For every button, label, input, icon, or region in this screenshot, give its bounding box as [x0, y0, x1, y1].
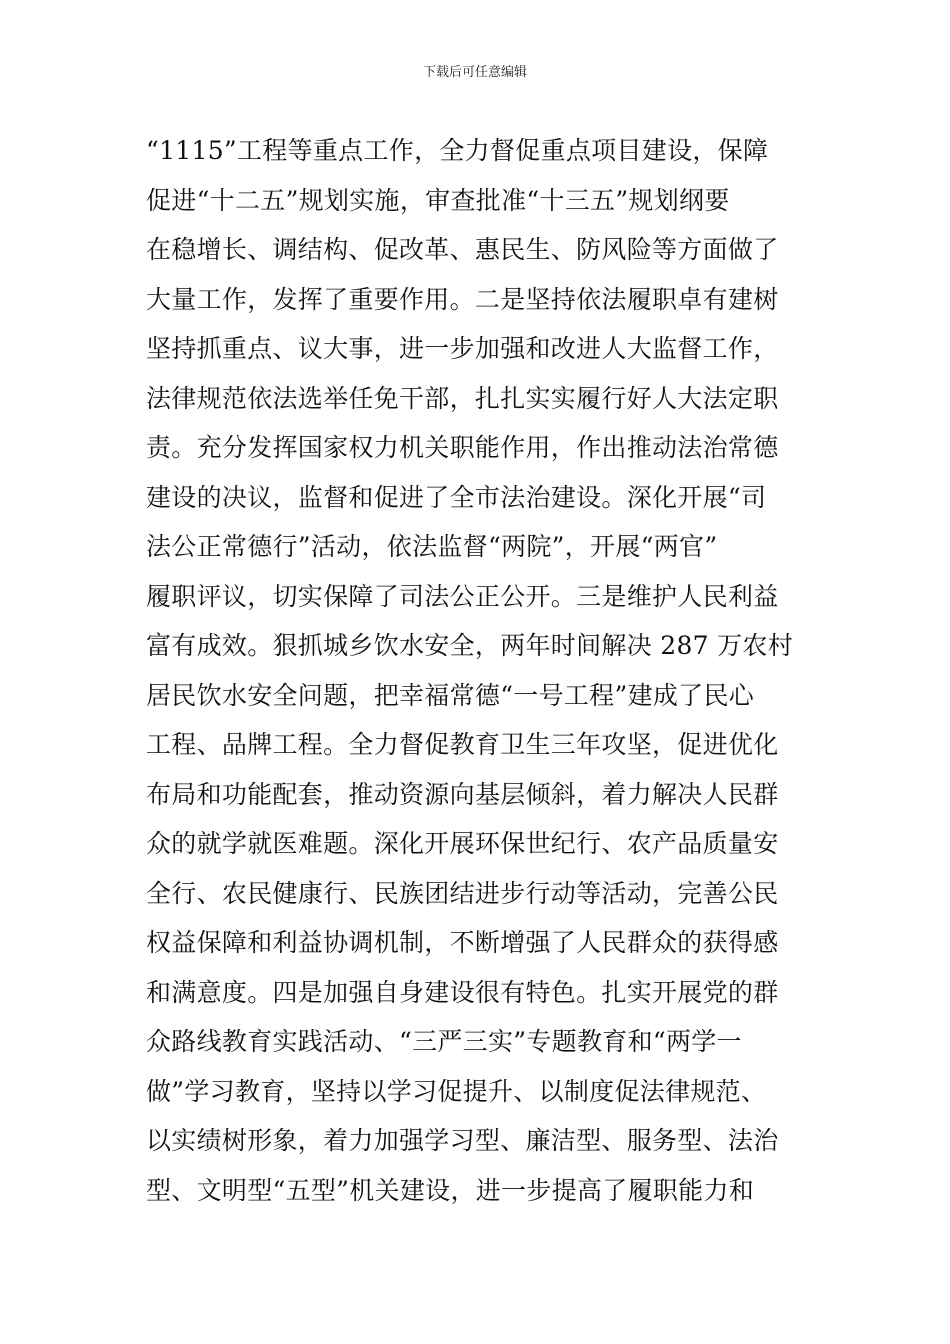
- text-line: “1115”工程等重点工作，全力督促重点项目建设，保障: [146, 136, 769, 165]
- page-header-note: 下载后可任意编辑: [422, 65, 527, 80]
- text-line: 众路线教育实践活动、“三严三实”专题教育和“两学一: [146, 1027, 742, 1056]
- text-line: 布局和功能配套，推动资源向基层倾斜，着力解决人民群: [146, 779, 779, 809]
- text-line: 居民饮水安全问题，把幸福常德“一号工程”建成了民心: [146, 680, 755, 710]
- text-line: 法公正常德行”活动，依法监督“两院”，开展“两官”: [146, 532, 718, 561]
- text-line: 众的就学就医难题。深化开展环保世纪行、农产品质量安: [146, 829, 779, 858]
- text-line: 以实绩树形象，着力加强学习型、廉洁型、服务型、法治: [146, 1126, 779, 1155]
- text-line: 型、文明型“五型”机关建设，进一步提高了履职能力和: [146, 1175, 755, 1205]
- text-line: 富有成效。狠抓城乡饮水安全，两年时间解决 287 万农村: [146, 631, 794, 660]
- text-line: 法律规范依法选举任免干部，扎扎实实履行好人大法定职: [146, 383, 779, 413]
- text-line: 大量工作，发挥了重要作用。二是坚持依法履职卓有建树: [146, 284, 779, 314]
- text-line: 全行、农民健康行、民族团结进步行动等活动，完善公民: [146, 878, 779, 908]
- text-line: 工程、品牌工程。全力督促教育卫生三年攻坚，促进优化: [146, 730, 779, 759]
- body-text: [146, 126, 816, 1215]
- text-line: 权益保障和利益协调机制，不断增强了人民群众的获得感: [146, 928, 779, 957]
- text-line: 责。充分发挥国家权力机关职能作用，作出推动法治常德: [146, 433, 779, 462]
- text-line: 做”学习教育，坚持以学习促提升、以制度促法律规范、: [146, 1076, 767, 1106]
- text-line: 促进“十二五”规划实施，审查批准“十三五”规划纲要: [146, 185, 730, 215]
- text-line: 建设的决议，监督和促进了全市法治建设。深化开展“司: [146, 482, 767, 512]
- text-line: 在稳增长、调结构、促改革、惠民生、防风险等方面做了: [146, 235, 779, 264]
- text-line: 和满意度。四是加强自身建设很有特色。扎实开展党的群: [146, 977, 779, 1007]
- text-line: 履职评议，切实保障了司法公正公开。三是维护人民利益: [146, 581, 779, 611]
- text-line: 坚持抓重点、议大事，进一步加强和改进人大监督工作，: [146, 334, 779, 363]
